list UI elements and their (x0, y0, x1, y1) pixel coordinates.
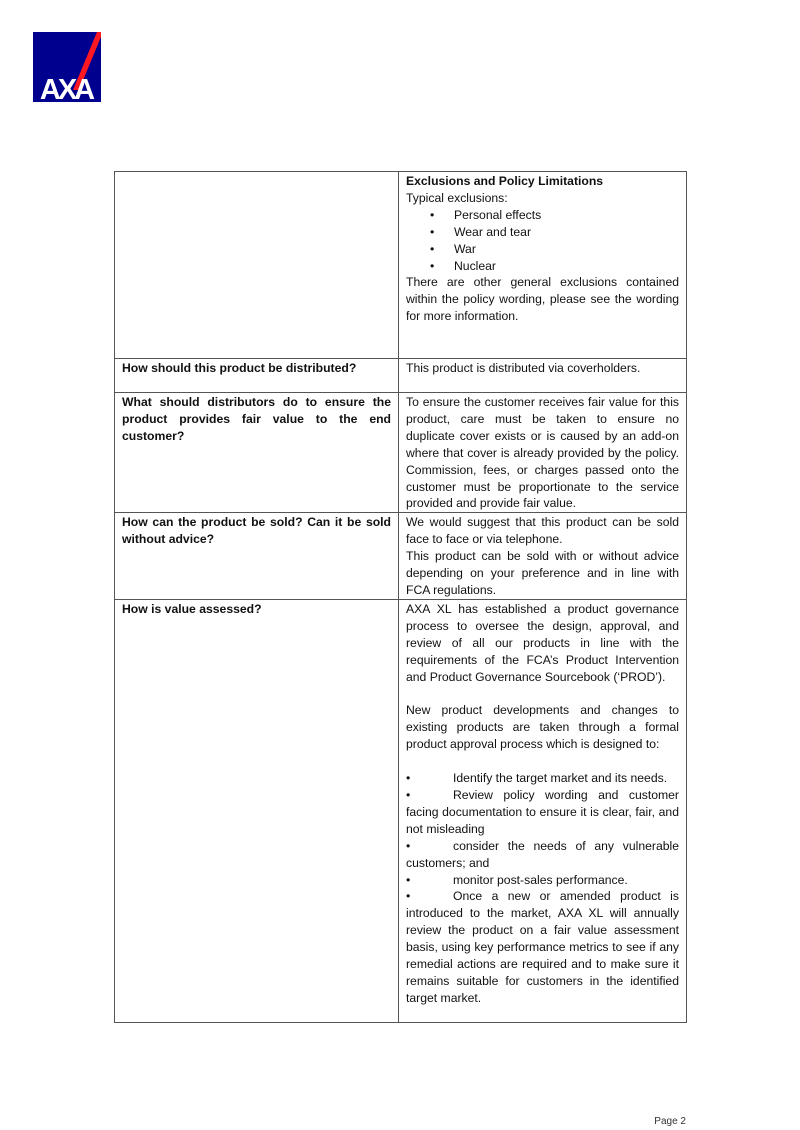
list-item: • Once a new or amended product is introduced to the market, AXA XL will annually review the product on a fair value assessment basis, using key performance metrics to see if any remedial actions are required and to make sure it remains suitable for customers in the identified target market. (406, 889, 679, 1005)
table-row (115, 513, 687, 600)
table-row (115, 393, 687, 513)
table-row (115, 359, 687, 393)
question-cell: How should this product be distributed? (115, 359, 399, 393)
exclusions-intro: Typical exclusions: (406, 190, 508, 205)
product-info-table (114, 171, 687, 1023)
axa-logo (33, 32, 101, 102)
question-cell: How can the product be sold? Can it be sold without advice? (115, 513, 399, 600)
answer-cell: This product is distributed via coverholders. (399, 359, 687, 393)
answer-cell (399, 513, 687, 600)
list-item: • Review policy wording and customer facing documentation to ensure it is clear, fair, and not misleading (406, 788, 679, 836)
answer-paragraph: AXA XL has established a product governance process to oversee the design, approval, and review of all our products in line with the requirements of the FCA’s Product Intervention and Product Governance Sourcebook (‘PROD’). (406, 601, 679, 684)
table-row (115, 599, 687, 1022)
answer-paragraph: New product developments and changes to existing products are taken through a formal product approval process which is designed to: (406, 703, 679, 752)
list-item: • consider the needs of any vulnerable customers; and (406, 838, 679, 870)
list-item: • monitor post-sales performance. (406, 872, 628, 887)
answer-cell (399, 172, 687, 359)
list-item: • Identify the target market and its needs. (406, 771, 668, 786)
axa-logo-text: AXA (39, 74, 93, 102)
exclusions-note: There are other general exclusions contained within the policy wording, please see the wording for more information. (406, 275, 679, 324)
answer-paragraph: This product can be sold with or without advice depending on your preference and in line with FCA regulations. (406, 549, 679, 597)
table-row (115, 172, 687, 359)
question-cell: What should distributors do to ensure the product provides fair value to the end customer? (115, 393, 399, 513)
list-item: • War (406, 241, 679, 258)
page-number: Page 2 (654, 1116, 686, 1127)
answer-cell (399, 599, 687, 1022)
answer-cell: To ensure the customer receives fair value for this product, care must be taken to ensure no duplicate cover exists or is caused by an add-on where that cover is already provided by the policy. Commission, fees, or charges passed onto the customer must be proportionate to the service provided and provide fair value. (399, 393, 687, 513)
answer-paragraph: We would suggest that this product can be sold face to face or via telephone. (406, 515, 679, 547)
axa-logo-mark (33, 32, 101, 102)
question-cell: How is value assessed? (115, 599, 399, 1022)
list-item: • Nuclear (406, 258, 679, 275)
section-heading: Exclusions and Policy Limitations (406, 174, 604, 188)
list-item: • Wear and tear (406, 224, 679, 241)
governance-list (406, 770, 679, 1007)
exclusions-list (406, 207, 679, 275)
list-item: • Personal effects (406, 207, 679, 224)
question-cell (115, 172, 399, 359)
